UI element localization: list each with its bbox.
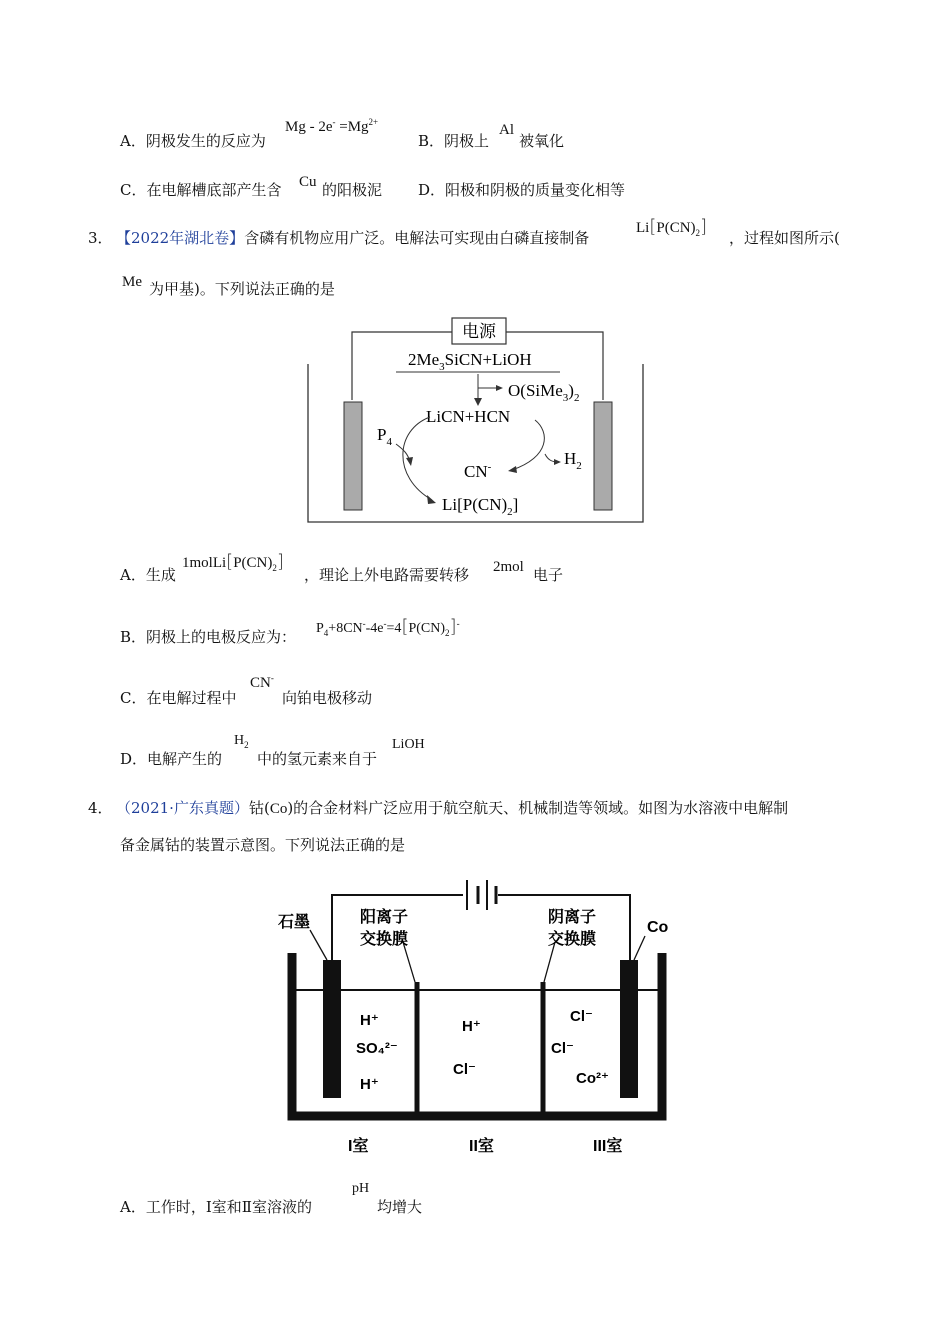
q3-electrolysis-diagram <box>300 312 650 527</box>
q3-stem-line1: 【2022年湖北卷】含磷有机物应用广泛。电解法可实现由白磷直接制备 <box>116 229 590 247</box>
q3-option-c: C．在电解过程中 <box>120 689 237 707</box>
q3-option-a-tail: 电子 <box>533 566 564 584</box>
room3-ion: Cl⁻ <box>551 1040 574 1057</box>
room1-ion: H⁺ <box>360 1012 379 1029</box>
q3-number: 3． <box>88 229 113 247</box>
product-label: $Li[P(CN)_2]$ <box>442 495 519 518</box>
q2-option-a: A．阴极发生的反应为 <box>120 132 266 150</box>
room1-label: I室 <box>348 1138 369 1155</box>
q3-option-c-tail: 向铂电极移动 <box>282 689 373 707</box>
q2-option-c: C．在电解槽底部产生含 <box>120 181 282 199</box>
room2-label: II室 <box>469 1138 494 1155</box>
room1-ion: H⁺ <box>360 1076 379 1093</box>
q3-stem-me: Me <box>122 274 142 290</box>
q3-option-a: A．生成 <box>120 566 176 584</box>
q3-option-d: D．电解产生的 <box>120 750 223 768</box>
room3-ion: Co²⁺ <box>576 1070 609 1087</box>
anion-membrane-label-2: 交换膜 <box>548 931 597 948</box>
q2-option-b-tail: 被氧化 <box>519 132 565 150</box>
q3-option-b-equation: $P_4+8CN^--4e^-=4[P(CN)_2]^-$ <box>316 616 460 638</box>
q3-option-a-mid: ，理论上外电路需要转移 <box>304 566 470 584</box>
q4-option-a: A．工作时，Ⅰ室和Ⅱ室溶液的 <box>120 1198 312 1216</box>
cn-label: CN- <box>464 461 492 481</box>
cation-membrane-label-1: 阳离子 <box>360 909 409 926</box>
room2-ion: H⁺ <box>462 1018 481 1035</box>
graphite-label: 石墨 <box>278 914 311 931</box>
q4-stem-line1: （2021·广东真题）钴(Co)的合金材料广泛应用于航空航天、机械制造等领域。如图为水溶液中电解制 <box>116 799 789 817</box>
q2-option-c-tail: 的阳极泥 <box>322 181 383 199</box>
q4-number: 4． <box>88 799 113 817</box>
q3-option-c-formula: CN- <box>250 673 274 691</box>
intermediate-label: LiCN+HCN <box>426 407 511 426</box>
co-electrode-label: Co <box>647 919 669 936</box>
q2-option-d: D．阳极和阴极的质量变化相等 <box>418 181 626 199</box>
q3-option-d-mid: 中的氢元素来自于 <box>257 750 378 768</box>
q4-source: （2021·广东真题） <box>116 799 249 817</box>
q3-option-a-amount: 2mol <box>493 559 524 575</box>
q4-option-a-formula: pH <box>352 1181 370 1196</box>
q3-source: 【2022年湖北卷】 <box>116 229 245 247</box>
room3-ion: Cl⁻ <box>570 1008 593 1025</box>
h2-label: $H_2$ <box>564 449 582 472</box>
q3-stem-line2: 为甲基)。下列说法正确的是 <box>149 280 335 298</box>
q4-option-a-tail: 均增大 <box>377 1198 423 1216</box>
q2-option-c-formula: Cu <box>299 174 317 190</box>
byproduct-label: $O(SiMe_3)_2$ <box>508 381 580 404</box>
q3-option-d-formula: $H_2$ <box>234 733 249 750</box>
p4-label: $P_4$ <box>377 425 392 448</box>
q3-option-d-formula2: LiOH <box>392 737 425 752</box>
q2-option-a-formula: $Mg - 2e^- =Mg^{2+}$ <box>285 117 379 135</box>
q4-stem-line2: 备金属钴的装置示意图。下列说法正确的是 <box>120 836 406 854</box>
power-source-label: 电源 <box>462 322 496 341</box>
room3-label: III室 <box>593 1138 623 1155</box>
q2-option-b-formula: Al <box>499 122 514 138</box>
q3-stem-formula: $Li[P(CN)_2]$ <box>636 216 708 238</box>
q3-option-b: B．阴极上的电极反应为： <box>120 628 297 646</box>
room1-ion: SO₄²⁻ <box>356 1040 398 1057</box>
reactants-label: $2Me_3SiCN+LiOH$ <box>408 350 532 373</box>
q4-cobalt-electrolysis-diagram <box>270 870 680 1170</box>
cation-membrane-label-2: 交换膜 <box>360 931 409 948</box>
q3-stem-line1-tail: ，过程如图所示( <box>729 229 840 247</box>
anion-membrane-label-1: 阴离子 <box>548 909 597 926</box>
q3-option-a-formula: $1molLi[P(CN)_2]$ <box>182 551 284 573</box>
q2-option-b: B．阴极上 <box>418 132 490 150</box>
room2-ion: Cl⁻ <box>453 1061 476 1078</box>
